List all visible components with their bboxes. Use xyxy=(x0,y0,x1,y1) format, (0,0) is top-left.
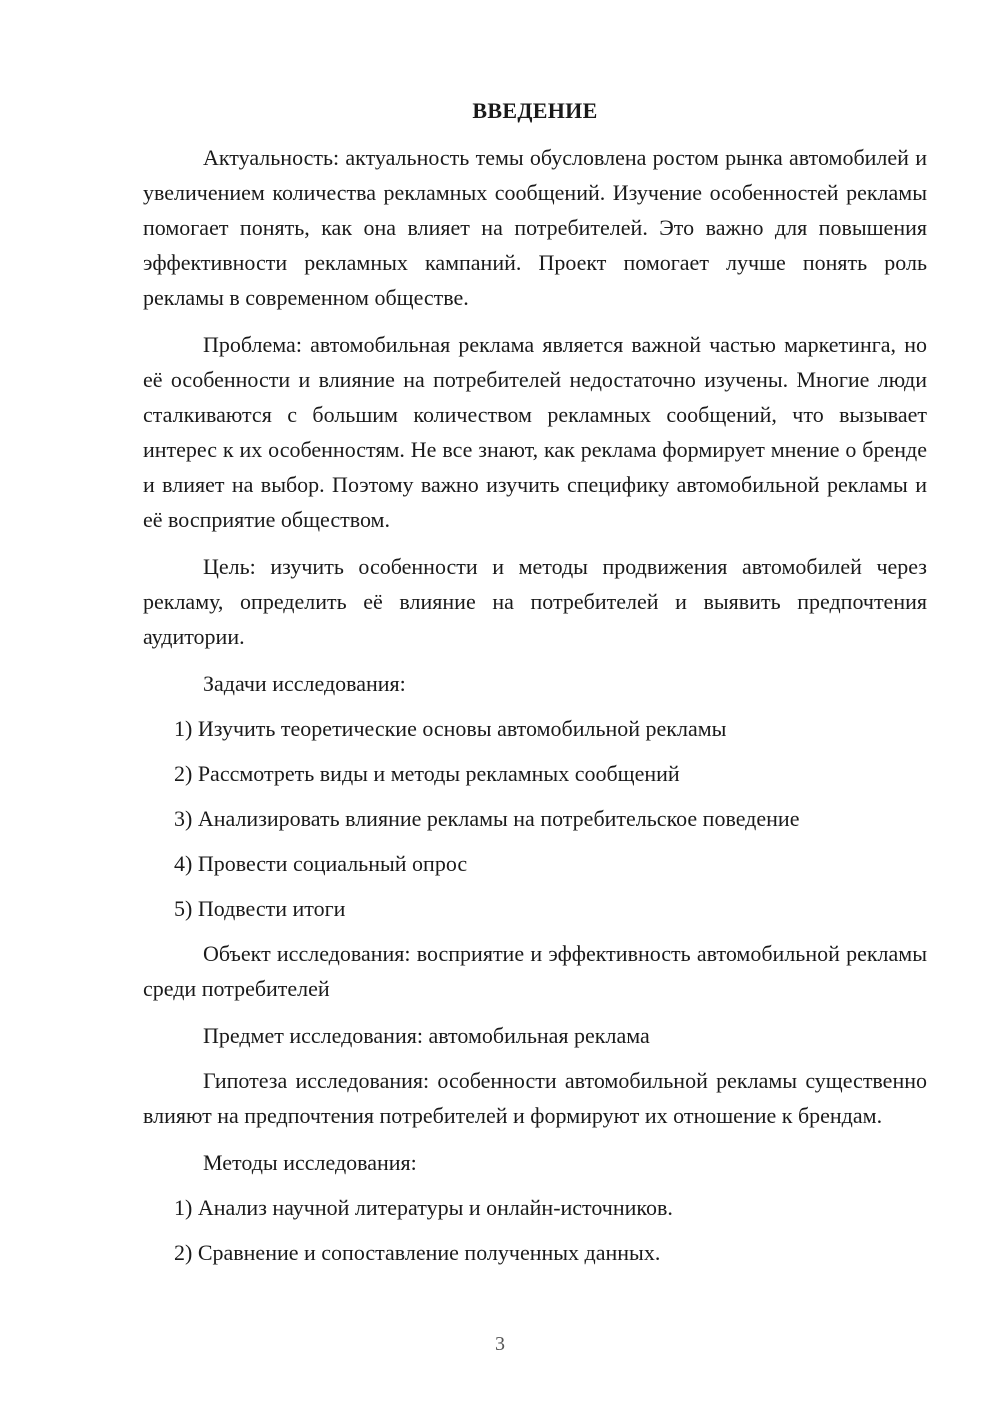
list-item: 1) Анализ научной литературы и онлайн-источников. xyxy=(174,1195,673,1220)
tasks-list xyxy=(143,711,927,926)
list-item: 2) Сравнение и сопоставление полученных данных. xyxy=(174,1240,661,1265)
methods-heading: Методы исследования: xyxy=(203,1150,417,1175)
goal-paragraph: Цель: изучить особенности и методы продвижения автомобилей через рекламу, определить её влияние на потребителей и выявить предпочтения аудитории. xyxy=(143,554,927,649)
problem-paragraph: Проблема: автомобильная реклама является важной частью маркетинга, но её особенности и влияние на потребителей недостаточно изучены. Многие люди сталкиваются с большим количеством рекламных сообщений, что вызывает интерес к их особенностям. Не все знают, как реклама формирует мнение о бренде и влияет на выбор. Поэтому важно изучить специфику автомобильной рекламы и её восприятие обществом. xyxy=(143,332,927,532)
relevance-paragraph: Актуальность: актуальность темы обусловлена ростом рынка автомобилей и увеличением количества рекламных сообщений. Изучение особенностей рекламы помогает понять, как она влияет на потребителей. Это важно для повышения эффективности рекламных кампаний. Проект помогает лучше понять роль рекламы в современном обществе. xyxy=(143,145,927,310)
document-page xyxy=(143,96,927,1280)
methods-list xyxy=(143,1190,927,1270)
hypothesis-paragraph: Гипотеза исследования: особенности автомобильной рекламы существенно влияют на предпочтения потребителей и формируют их отношение к брендам. xyxy=(143,1068,927,1128)
tasks-heading: Задачи исследования: xyxy=(203,671,406,696)
list-item: 2) Рассмотреть виды и методы рекламных сообщений xyxy=(174,761,680,786)
page-number: 3 xyxy=(495,1333,505,1355)
subject-paragraph: Предмет исследования: автомобильная реклама xyxy=(203,1023,650,1048)
object-paragraph: Объект исследования: восприятие и эффективность автомобильной рекламы среди потребителей xyxy=(143,941,927,1001)
list-item: 5) Подвести итоги xyxy=(174,896,346,921)
list-item: 1) Изучить теоретические основы автомобильной рекламы xyxy=(174,716,727,741)
list-item: 3) Анализировать влияние рекламы на потребительское поведение xyxy=(174,806,800,831)
page-title: ВВЕДЕНИЕ xyxy=(472,98,598,123)
list-item: 4) Провести социальный опрос xyxy=(174,851,468,876)
